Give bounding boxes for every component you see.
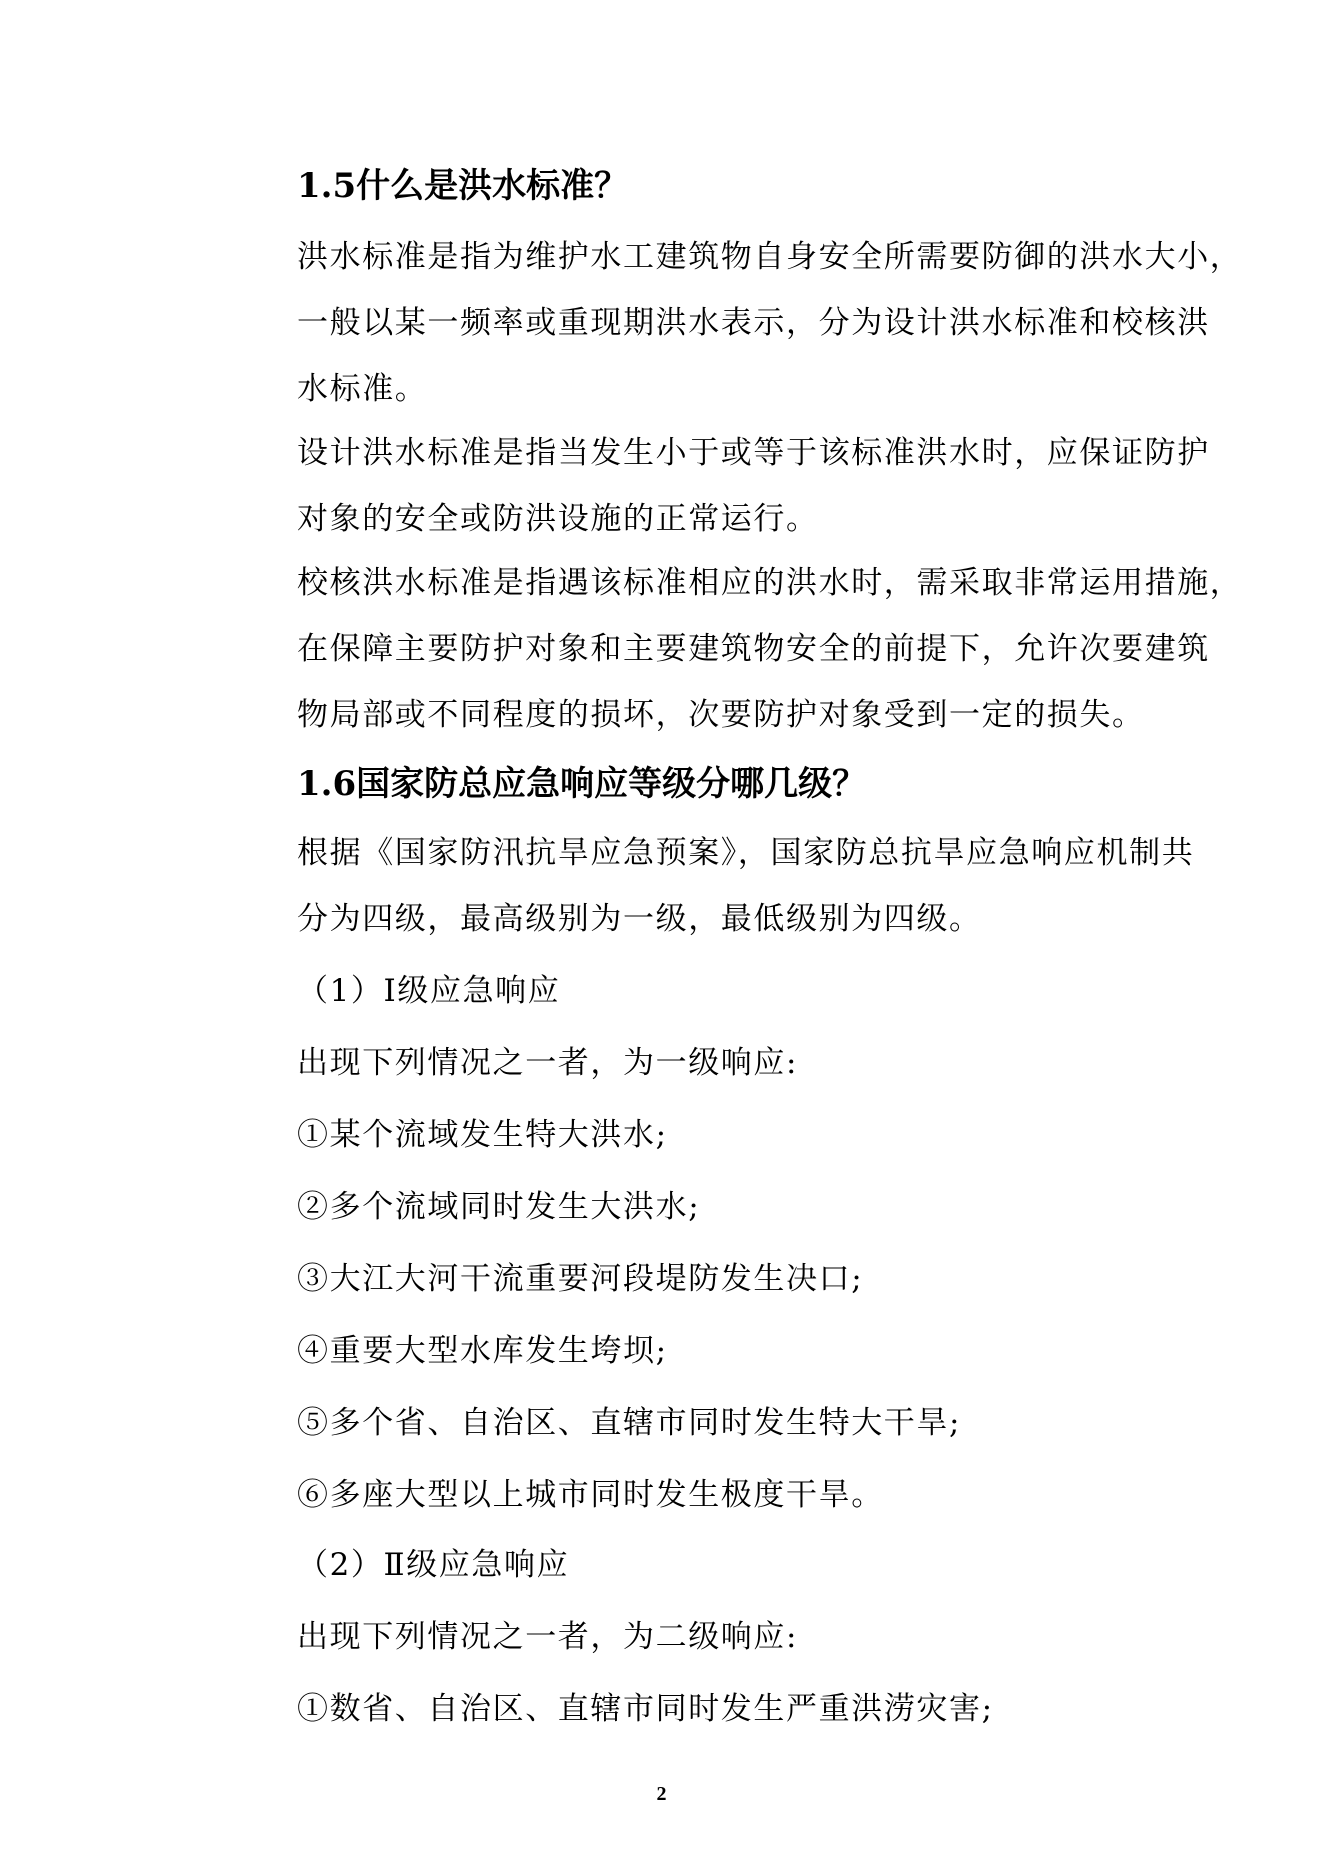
list-item: ②多个流域同时发生大洪水; [297, 1189, 701, 1225]
paragraph-design-flood-standard [297, 420, 1210, 552]
list-item: ③大江大河干流重要河段堤防发生决口; [297, 1261, 864, 1297]
text-line: 在保障主要防护对象和主要建筑物安全的前提下，允许次要建筑 [297, 631, 1210, 667]
text-line: 校核洪水标准是指遇该标准相应的洪水时，需采取非常运用措施， [297, 565, 1243, 601]
page-number: 2 [656, 1783, 667, 1805]
paragraph-emergency-plan [297, 820, 1194, 952]
text-line: 根据《国家防汛抗旱应急预案》，国家防总抗旱应急响应机制共 [297, 835, 1195, 871]
paragraph-check-flood-standard [297, 550, 1242, 748]
paragraph-flood-standard-definition [297, 224, 1242, 422]
level-1-title: （1）Ⅰ级应急响应 [297, 973, 561, 1009]
text-line: 一般以某一频率或重现期洪水表示，分为设计洪水标准和校核洪 [297, 305, 1210, 341]
list-item: ④重要大型水库发生垮坝; [297, 1333, 668, 1369]
list-item: ①数省、自治区、直辖市同时发生严重洪涝灾害; [297, 1691, 994, 1727]
text-line: 对象的安全或防洪设施的正常运行。 [297, 501, 819, 537]
text-line: 物局部或不同程度的损坏，次要防护对象受到一定的损失。 [297, 697, 1145, 733]
text-line: 洪水标准是指为维护水工建筑物自身安全所需要防御的洪水大小， [297, 239, 1243, 275]
level-1-intro: 出现下列情况之一者，为一级响应: [297, 1045, 799, 1081]
text-line: 分为四级，最高级别为一级，最低级别为四级。 [297, 901, 982, 937]
section-heading-1-5: 1.5什么是洪水标准？ [297, 166, 629, 206]
level-2-title: （2）Ⅱ级应急响应 [297, 1547, 570, 1583]
level-2-intro: 出现下列情况之一者，为二级响应: [297, 1619, 799, 1655]
list-item: ⑥多座大型以上城市同时发生极度干旱。 [297, 1477, 884, 1513]
text-line: 水标准。 [297, 371, 428, 407]
list-item: ⑤多个省、自治区、直辖市同时发生特大干旱; [297, 1405, 962, 1441]
list-item: ①某个流域发生特大洪水; [297, 1117, 668, 1153]
text-line: 设计洪水标准是指当发生小于或等于该标准洪水时，应保证防护 [297, 435, 1210, 471]
section-heading-1-6: 1.6国家防总应急响应等级分哪几级？ [297, 764, 867, 804]
